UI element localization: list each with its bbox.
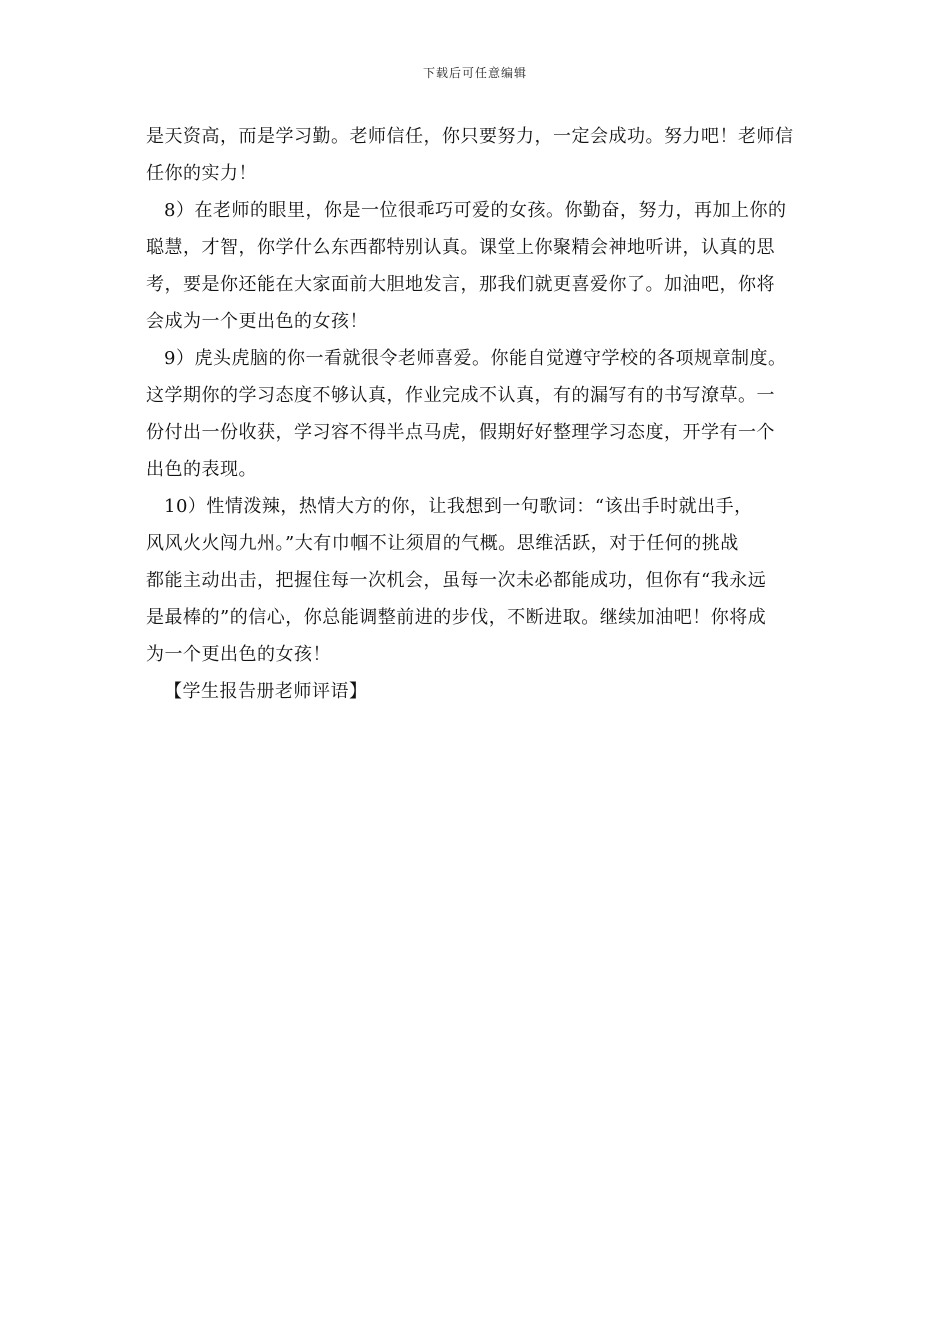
text-line: 会成为一个更出色的女孩！ (146, 311, 368, 332)
text-line: 出色的表现。 (146, 459, 257, 480)
paragraph-9-start: 9）虎头虎脑的你一看就很令老师喜爱。你能自觉遵守学校的各项规章制度。 (164, 348, 787, 369)
text-line: 任你的实力！ (146, 163, 257, 184)
text-line: 这学期你的学习态度不够认真，作业完成不认真，有的漏写有的书写潦草。一 (146, 385, 775, 406)
text-line: 风风火火闯九州。”大有巾帼不让须眉的气概。思维活跃，对于任何的挑战 (146, 533, 739, 554)
text-line: 为一个更出色的女孩！ (146, 644, 331, 665)
text-line: 份付出一份收获，学习容不得半点马虎，假期好好整理学习态度，开学有一个 (146, 422, 775, 443)
section-heading: 【学生报告册老师评语】 (164, 681, 368, 702)
text-line: 是最棒的”的信心，你总能调整前进的步伐，不断进取。继续加油吧！你将成 (146, 607, 767, 628)
text-line: 都能主动出击，把握住每一次机会，虽每一次未必都能成功，但你有“我永远 (146, 570, 767, 591)
paragraph-10-start: 10）性情泼辣，热情大方的你，让我想到一句歌词：“该出手时就出手， (164, 496, 753, 517)
paragraph-8-start: 8）在老师的眼里，你是一位很乖巧可爱的女孩。你勤奋，努力，再加上你的 (164, 200, 787, 221)
text-line: 聪慧，才智，你学什么东西都特别认真。课堂上你聚精会神地听讲，认真的思 (146, 237, 775, 258)
page-header: 下载后可任意编辑 (422, 66, 527, 80)
document-body (146, 118, 808, 710)
text-line: 是天资高，而是学习勤。老师信任，你只要努力，一定会成功。努力吧！老师信 (146, 126, 794, 147)
text-line: 考，要是你还能在大家面前大胆地发言，那我们就更喜爱你了。加油吧，你将 (146, 274, 775, 295)
